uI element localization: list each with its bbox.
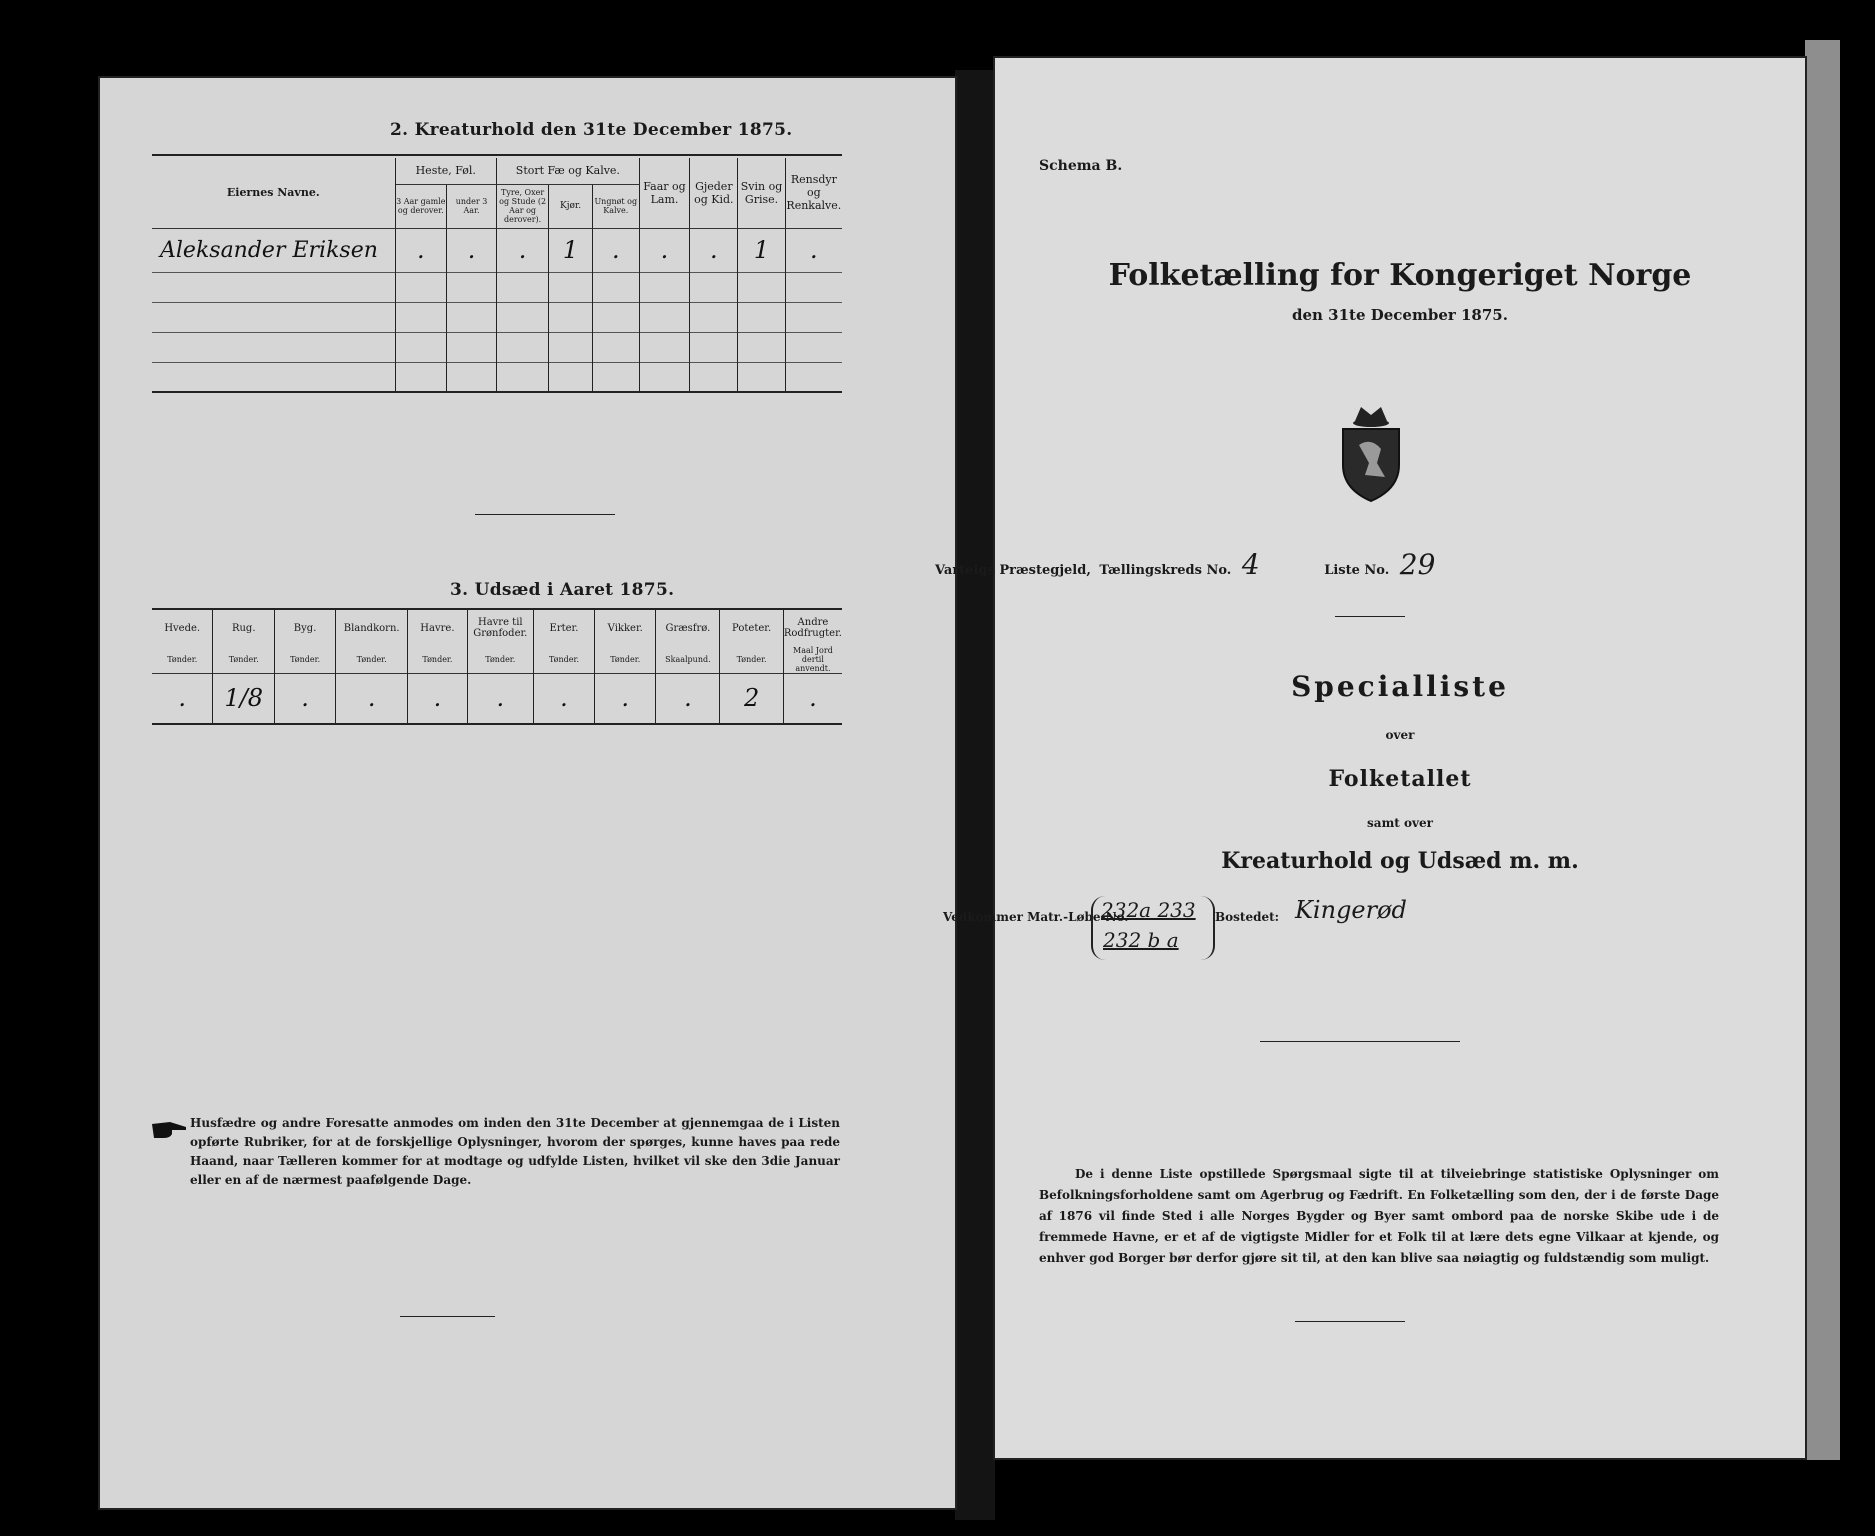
seed-value: . xyxy=(595,674,656,724)
seed-header: Havre til Grønfoder. xyxy=(467,610,533,646)
seed-header: Blandkorn. xyxy=(336,610,408,646)
right-page xyxy=(935,58,1805,1458)
sheep-value: . xyxy=(639,228,690,272)
district-label: Tællingskreds No. xyxy=(1099,563,1232,578)
rule-2 xyxy=(1260,1041,1460,1042)
seed-unit: Tønder. xyxy=(152,646,213,674)
schema-label: Schema B. xyxy=(1039,158,1123,174)
separator-rule xyxy=(475,514,615,515)
seed-value: . xyxy=(408,674,467,724)
folketallet-title: Folketallet xyxy=(1328,766,1472,792)
seed-unit: Skaalpund. xyxy=(656,646,720,674)
seed-unit: Tønder. xyxy=(336,646,408,674)
matr-value-2: 232 b a xyxy=(1103,928,1179,952)
cattle-bulls-value: . xyxy=(497,228,549,272)
seed-value: 2 xyxy=(720,674,784,724)
goats-header: Gjeder og Kid. xyxy=(690,158,738,228)
matr-value-1: 232a 233 xyxy=(1101,898,1196,922)
sheep-header: Faar og Lam. xyxy=(639,158,690,228)
seed-unit: Tønder. xyxy=(275,646,336,674)
specialliste-title: Specialliste xyxy=(1291,670,1509,703)
rule-3 xyxy=(1295,1321,1405,1322)
seed-value: . xyxy=(533,674,594,724)
table-row xyxy=(152,228,842,272)
seed-header: Poteter. xyxy=(720,610,784,646)
book-spine xyxy=(955,70,995,1520)
seed-value: . xyxy=(656,674,720,724)
section2-title: 2. Kreaturhold den 31te December 1875. xyxy=(390,120,793,140)
cattle-bulls-header: Tyre, Oxer og Stude (2 Aar og derover). xyxy=(497,184,549,228)
seed-value: . xyxy=(275,674,336,724)
over-label: over xyxy=(1385,728,1415,742)
seed-header: Andre Rodfrugter. xyxy=(783,610,842,646)
main-title: Folketælling for Kongeriget Norge xyxy=(1108,258,1692,293)
seed-unit: Tønder. xyxy=(533,646,594,674)
seed-header: Hvede. xyxy=(152,610,213,646)
horses-old-value: . xyxy=(395,228,447,272)
horses-group-header: Heste, Føl. xyxy=(395,158,496,184)
seed-header: Græsfrø. xyxy=(656,610,720,646)
parish-value: Varteigs xyxy=(935,563,995,578)
bosted-label: Bostedet: xyxy=(1215,910,1280,924)
list-value: 29 xyxy=(1399,548,1436,581)
reindeer-header: Rensdyr og Renkalve. xyxy=(785,158,842,228)
seed-unit: Tønder. xyxy=(408,646,467,674)
seed-unit: Tønder. xyxy=(213,646,275,674)
seed-unit: Tønder. xyxy=(595,646,656,674)
livestock-table xyxy=(152,158,842,393)
section3-title: 3. Udsæd i Aaret 1875. xyxy=(450,580,675,600)
kreaturhold-title: Kreaturhold og Udsæd m. m. xyxy=(1221,848,1579,874)
seed-header: Erter. xyxy=(533,610,594,646)
footer-text: De i denne Liste opstillede Spørgsmaal sigte til at tilveiebringe statistiske Oplysninger om Befolkningsforholdene samt om Agerbrug og Fædrift. En Folketælling som den, der i de første Dage af 1876 vil finde Sted i alle Norges Bygder og Byer samt ombord paa de norske Skibe ude i de fremmede Havne, er et af de vigtigste Midler for et Folk til at lære dets egne Vilkaar at kjende, og enhver god Borger bør derfor gjøre sit til, at den kan blive saa nøiagtig og fuldstændig som muligt. xyxy=(1039,1167,1719,1265)
seed-header: Havre. xyxy=(408,610,467,646)
seed-header: Vikker. xyxy=(595,610,656,646)
samt-over-label: samt over xyxy=(1367,816,1433,830)
horses-young-value: . xyxy=(447,228,497,272)
cattle-young-header: Ungnøt og Kalve. xyxy=(592,184,639,228)
pointing-hand-icon xyxy=(150,1118,188,1140)
cattle-group-header: Stort Fæ og Kalve. xyxy=(497,158,640,184)
cattle-cows-header: Kjør. xyxy=(549,184,593,228)
seed-value: . xyxy=(783,674,842,724)
cattle-young-value: . xyxy=(592,228,639,272)
seed-table xyxy=(152,610,842,725)
seed-value: . xyxy=(152,674,213,724)
goats-value: . xyxy=(690,228,738,272)
matr-bracket xyxy=(1091,896,1215,960)
bottom-rule xyxy=(400,1316,495,1317)
list-label: Liste No. xyxy=(1324,563,1390,578)
seed-value: . xyxy=(467,674,533,724)
seed-header: Byg. xyxy=(275,610,336,646)
seed-unit: Maal Jord dertil anvendt. xyxy=(783,646,842,674)
horses-old-header: 3 Aar gamle og derover. xyxy=(395,184,447,228)
district-value: 4 xyxy=(1241,548,1260,581)
coat-of-arms-icon xyxy=(1335,403,1407,503)
cattle-cows-value: 1 xyxy=(549,228,593,272)
main-subtitle: den 31te December 1875. xyxy=(1292,306,1508,324)
owner-header: Eiernes Navne. xyxy=(152,158,395,228)
page-stack-edge xyxy=(1805,40,1840,1460)
seed-value: 1/8 xyxy=(213,674,275,724)
bosted-value: Kingerød xyxy=(1295,896,1407,924)
seed-header: Rug. xyxy=(213,610,275,646)
pigs-value: 1 xyxy=(738,228,785,272)
seed-unit: Tønder. xyxy=(467,646,533,674)
reindeer-value: . xyxy=(785,228,842,272)
rule-1 xyxy=(1335,616,1405,617)
parish-label: Præstegjeld, xyxy=(999,563,1091,578)
matr-label: Vedkommer Matr.-Løbe-No. xyxy=(943,910,1129,924)
table-top-rule xyxy=(152,154,842,156)
seed-unit: Tønder. xyxy=(720,646,784,674)
owner-name: Aleksander Eriksen xyxy=(152,228,395,272)
horses-young-header: under 3 Aar. xyxy=(447,184,497,228)
pigs-header: Svin og Grise. xyxy=(738,158,785,228)
notice-text: Husfædre og andre Foresatte anmodes om inden den 31te December at gjennemgaa de i Listen opførte Rubriker, for at de forskjellige Oplysninger, hvorom der spørges, kunne haves paa rede Haand, naar Tælleren kommer for at modtage og udfylde Listen, hvilket vil ske den 3die Januar eller en af de nærmest paafølgende Dage. xyxy=(190,1116,840,1187)
seed-value: . xyxy=(336,674,408,724)
left-page xyxy=(100,78,955,1508)
